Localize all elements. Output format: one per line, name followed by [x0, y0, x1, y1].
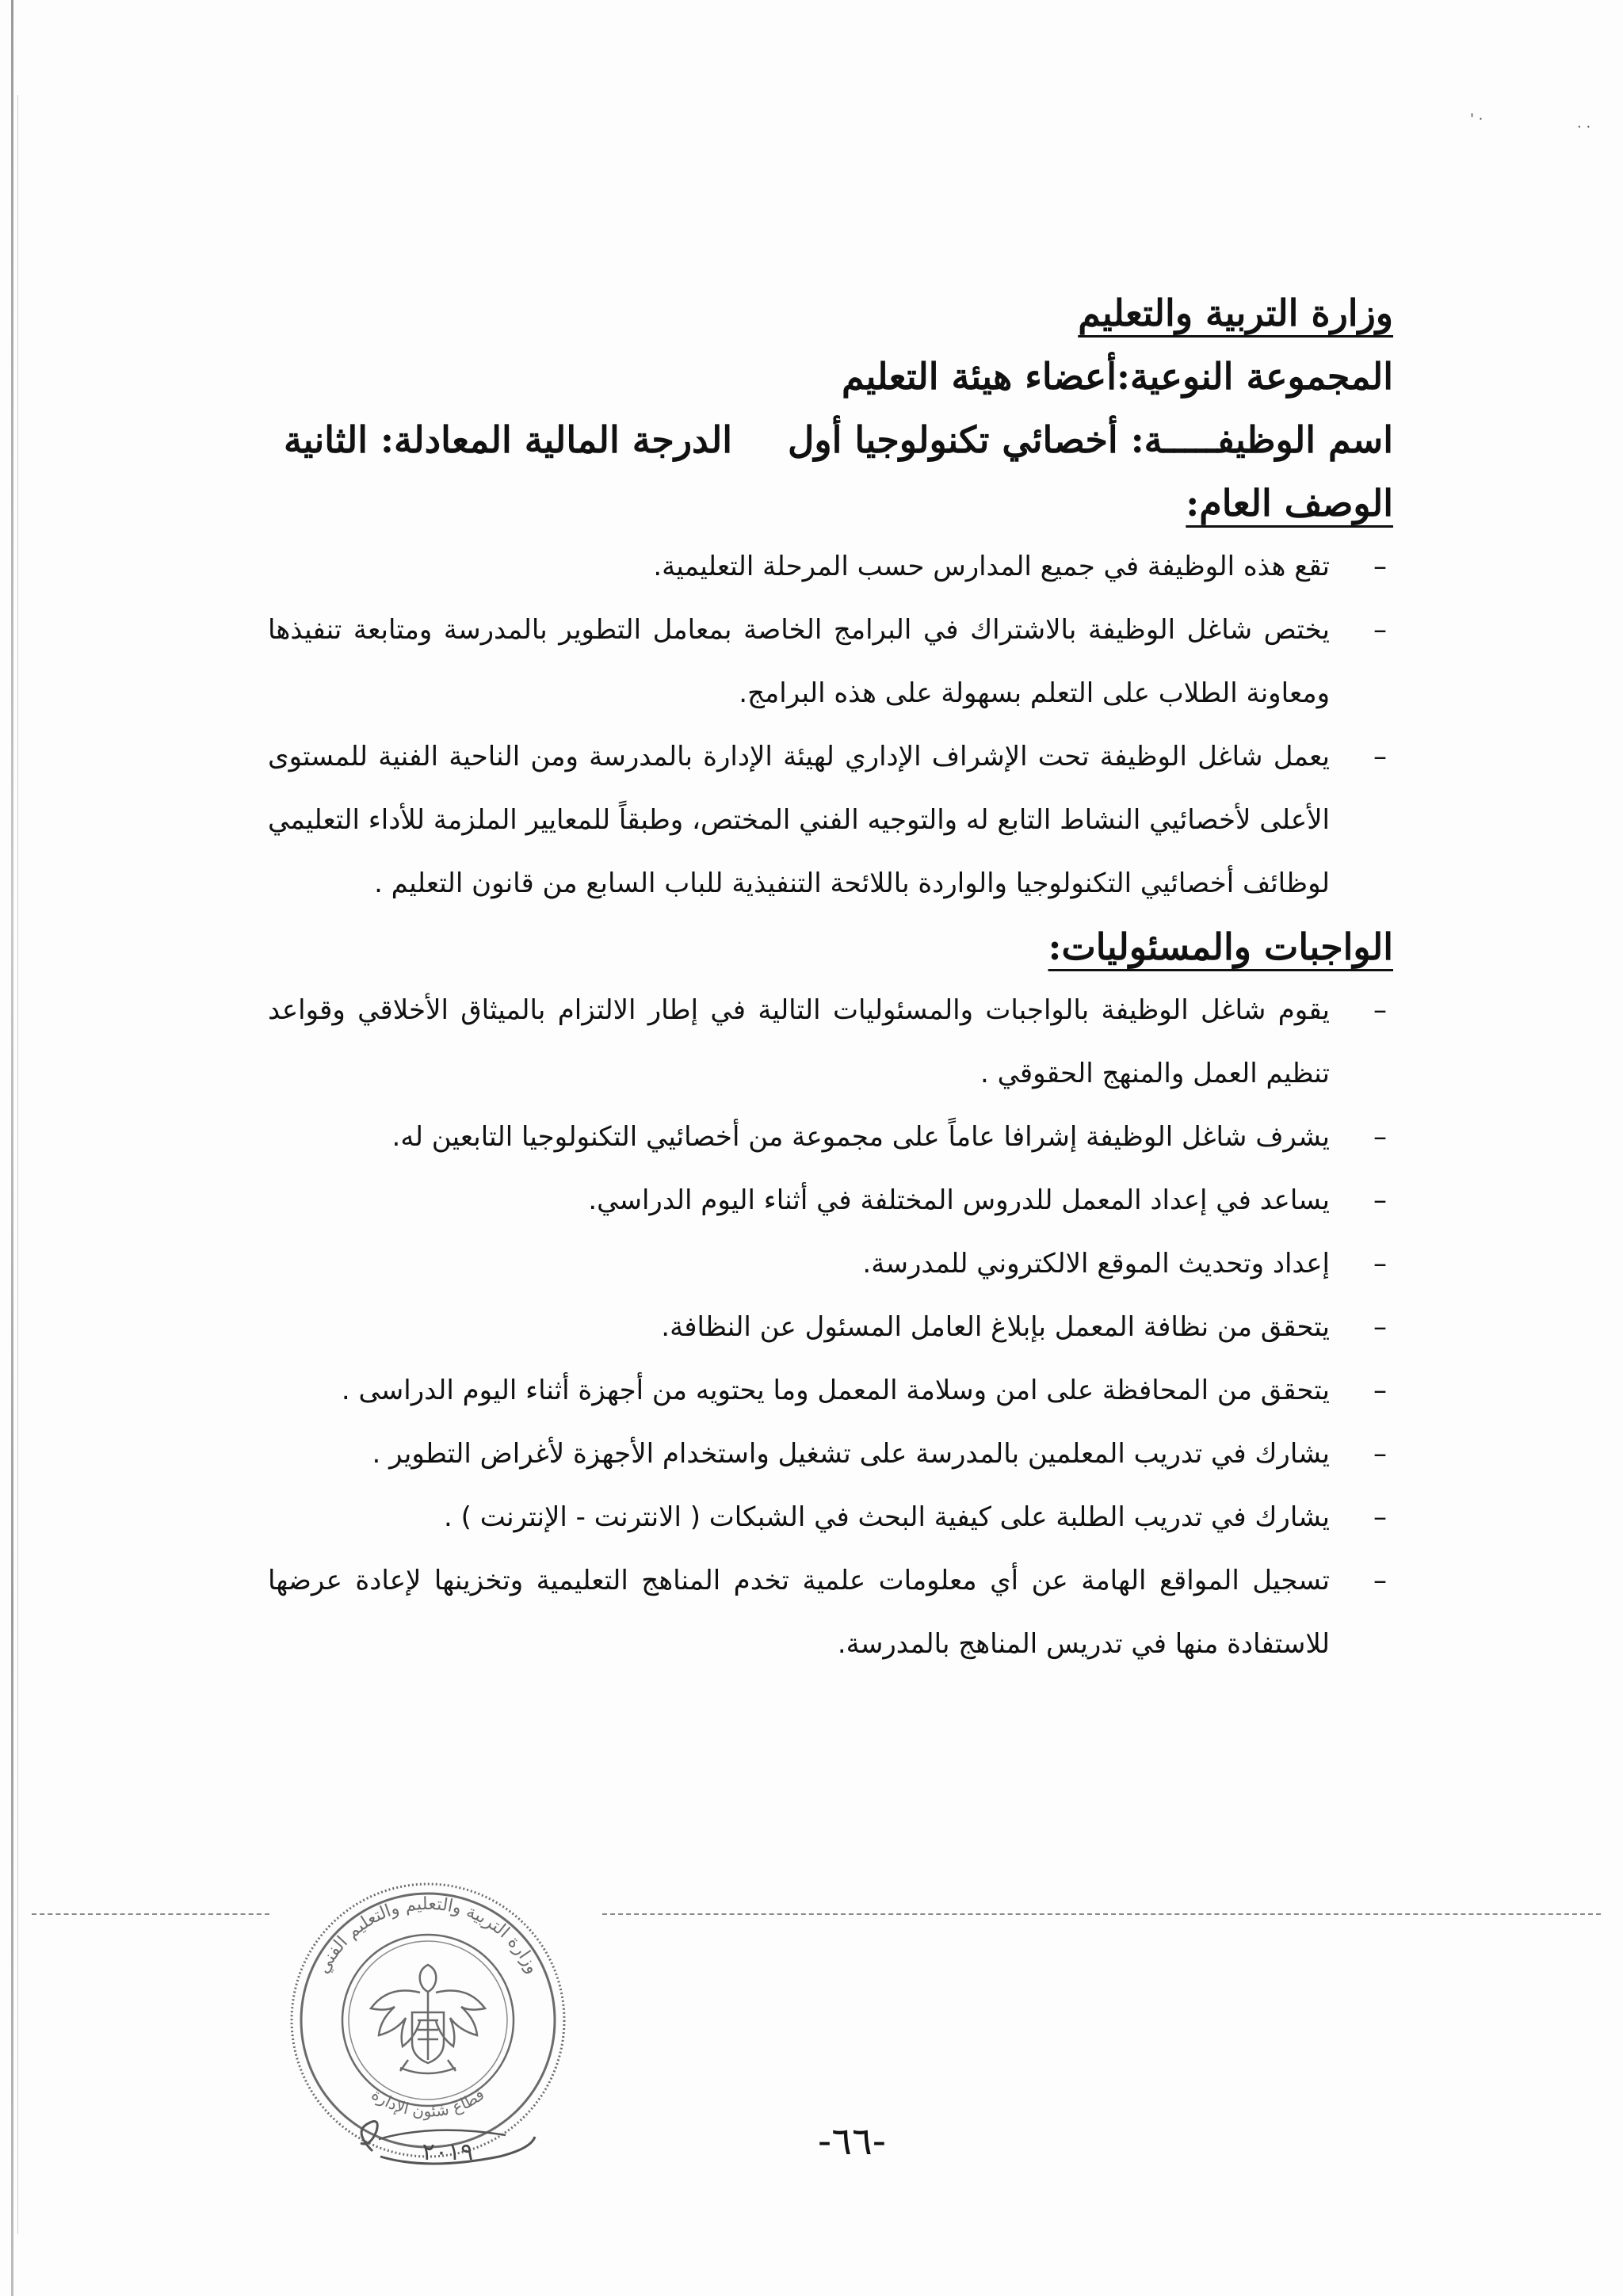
financial-grade: الدرجة المالية المعادلة: الثانية: [283, 418, 732, 461]
duties-title: الواجبات والمسئوليات:: [1048, 925, 1393, 968]
list-item-text: تقع هذه الوظيفة في جميع المدارس حسب المرحلة التعليمية.: [653, 551, 1330, 582]
list-item: [268, 978, 1393, 1105]
ministry-title: وزارة التربية والتعليم: [1078, 292, 1393, 334]
dash-bullet: –: [1373, 614, 1387, 646]
stamp-outer-text: وزارة التربية والتعليم والتعليم الفني: [313, 1894, 543, 1978]
job-line: [268, 408, 1393, 471]
dash-bullet: –: [1373, 551, 1387, 582]
handwritten-signature-icon: [349, 2115, 547, 2187]
list-item: [268, 1549, 1393, 1676]
dash-bullet: –: [1373, 741, 1387, 772]
eagle-emblem-icon: [371, 1965, 485, 2073]
dashed-rule: [602, 1913, 1601, 1915]
list-item: [268, 1169, 1393, 1232]
stamp-lower-text: قطاع شئون الإدارة: [368, 2084, 488, 2121]
general-description-title: الوصف العام:: [1186, 482, 1393, 524]
dash-bullet: –: [1373, 1311, 1387, 1343]
group-title: المجموعة النوعية:أعضاء هيئة التعليم: [841, 355, 1393, 398]
list-item: [268, 1232, 1393, 1295]
list-item-text: يختص شاغل الوظيفة بالاشتراك في البرامج الخاصة بمعامل التطوير بالمدرسة ومتابعة تنفيذها ومعاونة الطلاب على التعلم بسهولة على هذه البرامج.: [268, 614, 1330, 709]
list-item: [268, 1105, 1393, 1169]
list-item: [268, 598, 1393, 725]
list-item: [268, 1295, 1393, 1359]
scan-speck: · ·: [1577, 119, 1591, 135]
page-number: -٦٦-: [817, 2119, 887, 2164]
list-item: [268, 535, 1393, 598]
duties-list: [268, 978, 1393, 1676]
list-item: [268, 1422, 1393, 1486]
list-item-text: إعداد وتحديث الموقع الالكتروني للمدرسة.: [862, 1248, 1330, 1280]
dash-bullet: –: [1373, 1184, 1387, 1216]
list-item-text: يعمل شاغل الوظيفة تحت الإشراف الإداري لهيئة الإدارة بالمدرسة ومن الناحية الفنية للمستوى الأعلى لأخصائيي النشاط التابع له والتوجيه الفني المختص، وطبقاً للمعايير الملزمة للأداء التعليمي لوظائف أخصائيي التكنولوجيا والواردة باللائحة التنفيذية للباب السابع من قانون التعليم .: [268, 741, 1330, 899]
list-item: [268, 1486, 1393, 1549]
document-body: [268, 281, 1393, 1676]
list-item-text: يشارك في تدريب الطلبة على كيفية البحث في الشبكات ( الانترنت - الإنترنت ) .: [444, 1501, 1330, 1533]
list-item: [268, 725, 1393, 915]
list-item-text: يساعد في إعداد المعمل للدروس المختلفة في أثناء اليوم الدراسي.: [588, 1184, 1330, 1216]
list-item-text: يقوم شاغل الوظيفة بالواجبات والمسئوليات التالية في إطار الالتزام بالميثاق الأخلاقي وقواعد تنظيم العمل والمنهج الحقوقي .: [268, 994, 1330, 1089]
dash-bullet: –: [1373, 1501, 1387, 1533]
general-description-list: [268, 535, 1393, 915]
list-item-text: تسجيل المواقع الهامة عن أي معلومات علمية تخدم المناهج التعليمية وتخزينها لإعادة عرضها للاستفادة منها في تدريس المناهج بالمدرسة.: [268, 1565, 1330, 1660]
dash-bullet: –: [1373, 1248, 1387, 1280]
dash-bullet: –: [1373, 1375, 1387, 1406]
list-item-text: يتحقق من نظافة المعمل بإبلاغ العامل المسئول عن النظافة.: [661, 1311, 1330, 1343]
dash-bullet: –: [1373, 1565, 1387, 1596]
list-item: [268, 1359, 1393, 1422]
list-item-text: يتحقق من المحافظة على امن وسلامة المعمل وما يحتويه من أجهزة أثناء اليوم الدراسى .: [341, 1375, 1330, 1406]
scan-speck: · ': [1470, 111, 1484, 128]
dash-bullet: –: [1373, 1438, 1387, 1470]
dash-bullet: –: [1373, 1121, 1387, 1153]
scan-edge-line: [17, 95, 18, 2234]
dashed-rule: [32, 1913, 269, 1915]
list-item-text: يشارك في تدريب المعلمين بالمدرسة على تشغيل واستخدام الأجهزة لأغراض التطوير .: [372, 1438, 1330, 1470]
signature-text: ٢٠١٩: [422, 2138, 474, 2166]
dash-bullet: –: [1373, 994, 1387, 1026]
job-name: اسم الوظيفـــــة: أخصائي تكنولوجيا أول: [788, 418, 1393, 461]
scan-edge: [11, 0, 13, 2296]
list-item-text: يشرف شاغل الوظيفة إشرافا عاماً على مجموعة من أخصائيي التكنولوجيا التابعين له.: [391, 1121, 1330, 1153]
